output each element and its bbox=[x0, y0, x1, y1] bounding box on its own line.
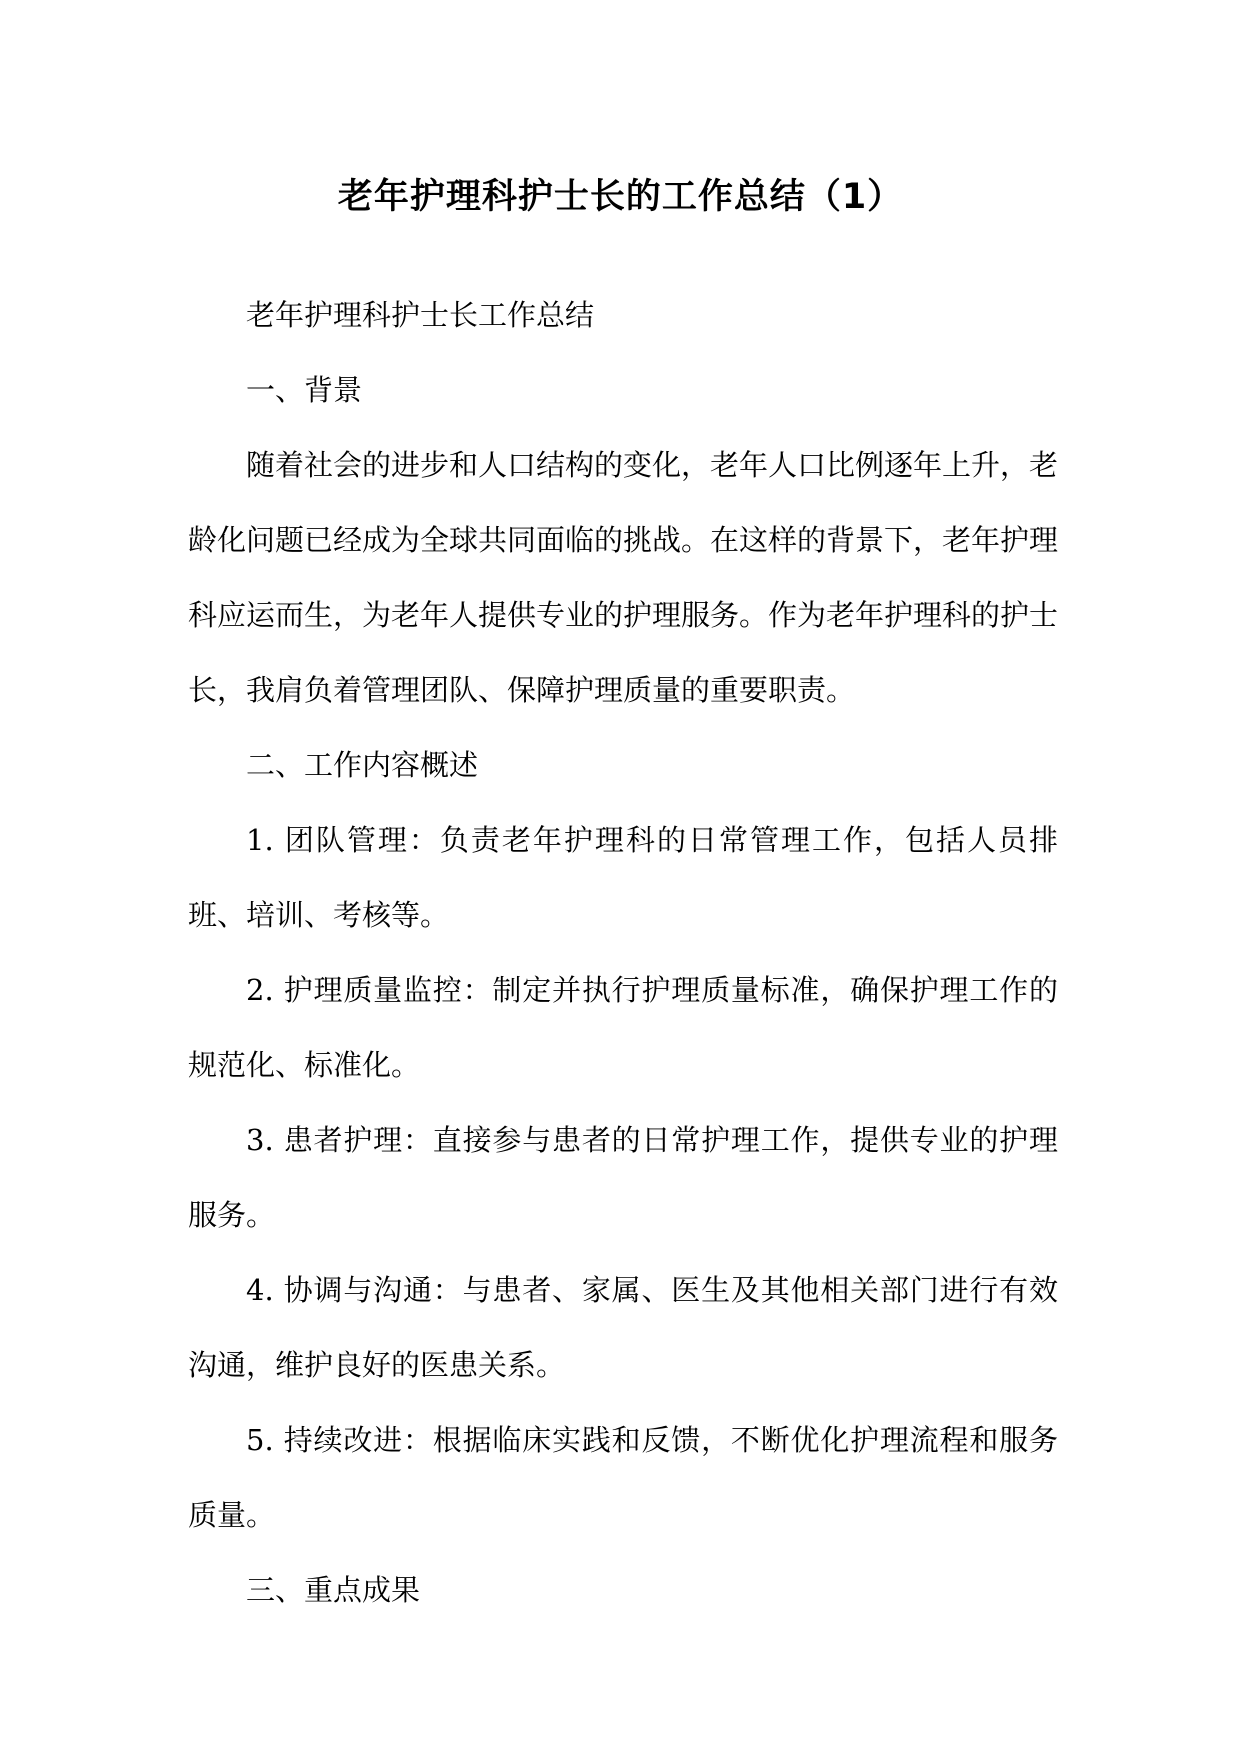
list-item-quality-monitoring: 2. 护理质量监控：制定并执行护理质量标准，确保护理工作的规范化、标准化。 bbox=[188, 973, 1058, 1082]
section-heading-background: 一、背景 bbox=[246, 373, 363, 407]
section-heading-key-results: 三、重点成果 bbox=[246, 1573, 421, 1607]
list-item-coordination: 4. 协调与沟通：与患者、家属、医生及其他相关部门进行有效沟通，维护良好的医患关系。 bbox=[188, 1273, 1058, 1382]
paragraph-background: 随着社会的进步和人口结构的变化，老年人口比例逐年上升，老龄化问题已经成为全球共同面临的挑战。在这样的背景下，老年护理科应运而生，为老年人提供专业的护理服务。作为老年护理科的护士长，我肩负着管理团队、保障护理质量的重要职责。 bbox=[188, 448, 1059, 707]
document-title: 老年护理科护士长的工作总结（1） bbox=[337, 177, 904, 218]
list-item-team-management: 1. 团队管理：负责老年护理科的日常管理工作，包括人员排班、培训、考核等。 bbox=[188, 823, 1058, 932]
section-heading-work-overview: 二、工作内容概述 bbox=[246, 748, 479, 782]
document-body bbox=[188, 278, 1058, 1628]
list-item-patient-care: 3. 患者护理：直接参与患者的日常护理工作，提供专业的护理服务。 bbox=[188, 1123, 1058, 1232]
list-item-continuous-improvement: 5. 持续改进：根据临床实践和反馈，不断优化护理流程和服务质量。 bbox=[188, 1423, 1058, 1532]
paragraph-subtitle: 老年护理科护士长工作总结 bbox=[246, 298, 595, 332]
